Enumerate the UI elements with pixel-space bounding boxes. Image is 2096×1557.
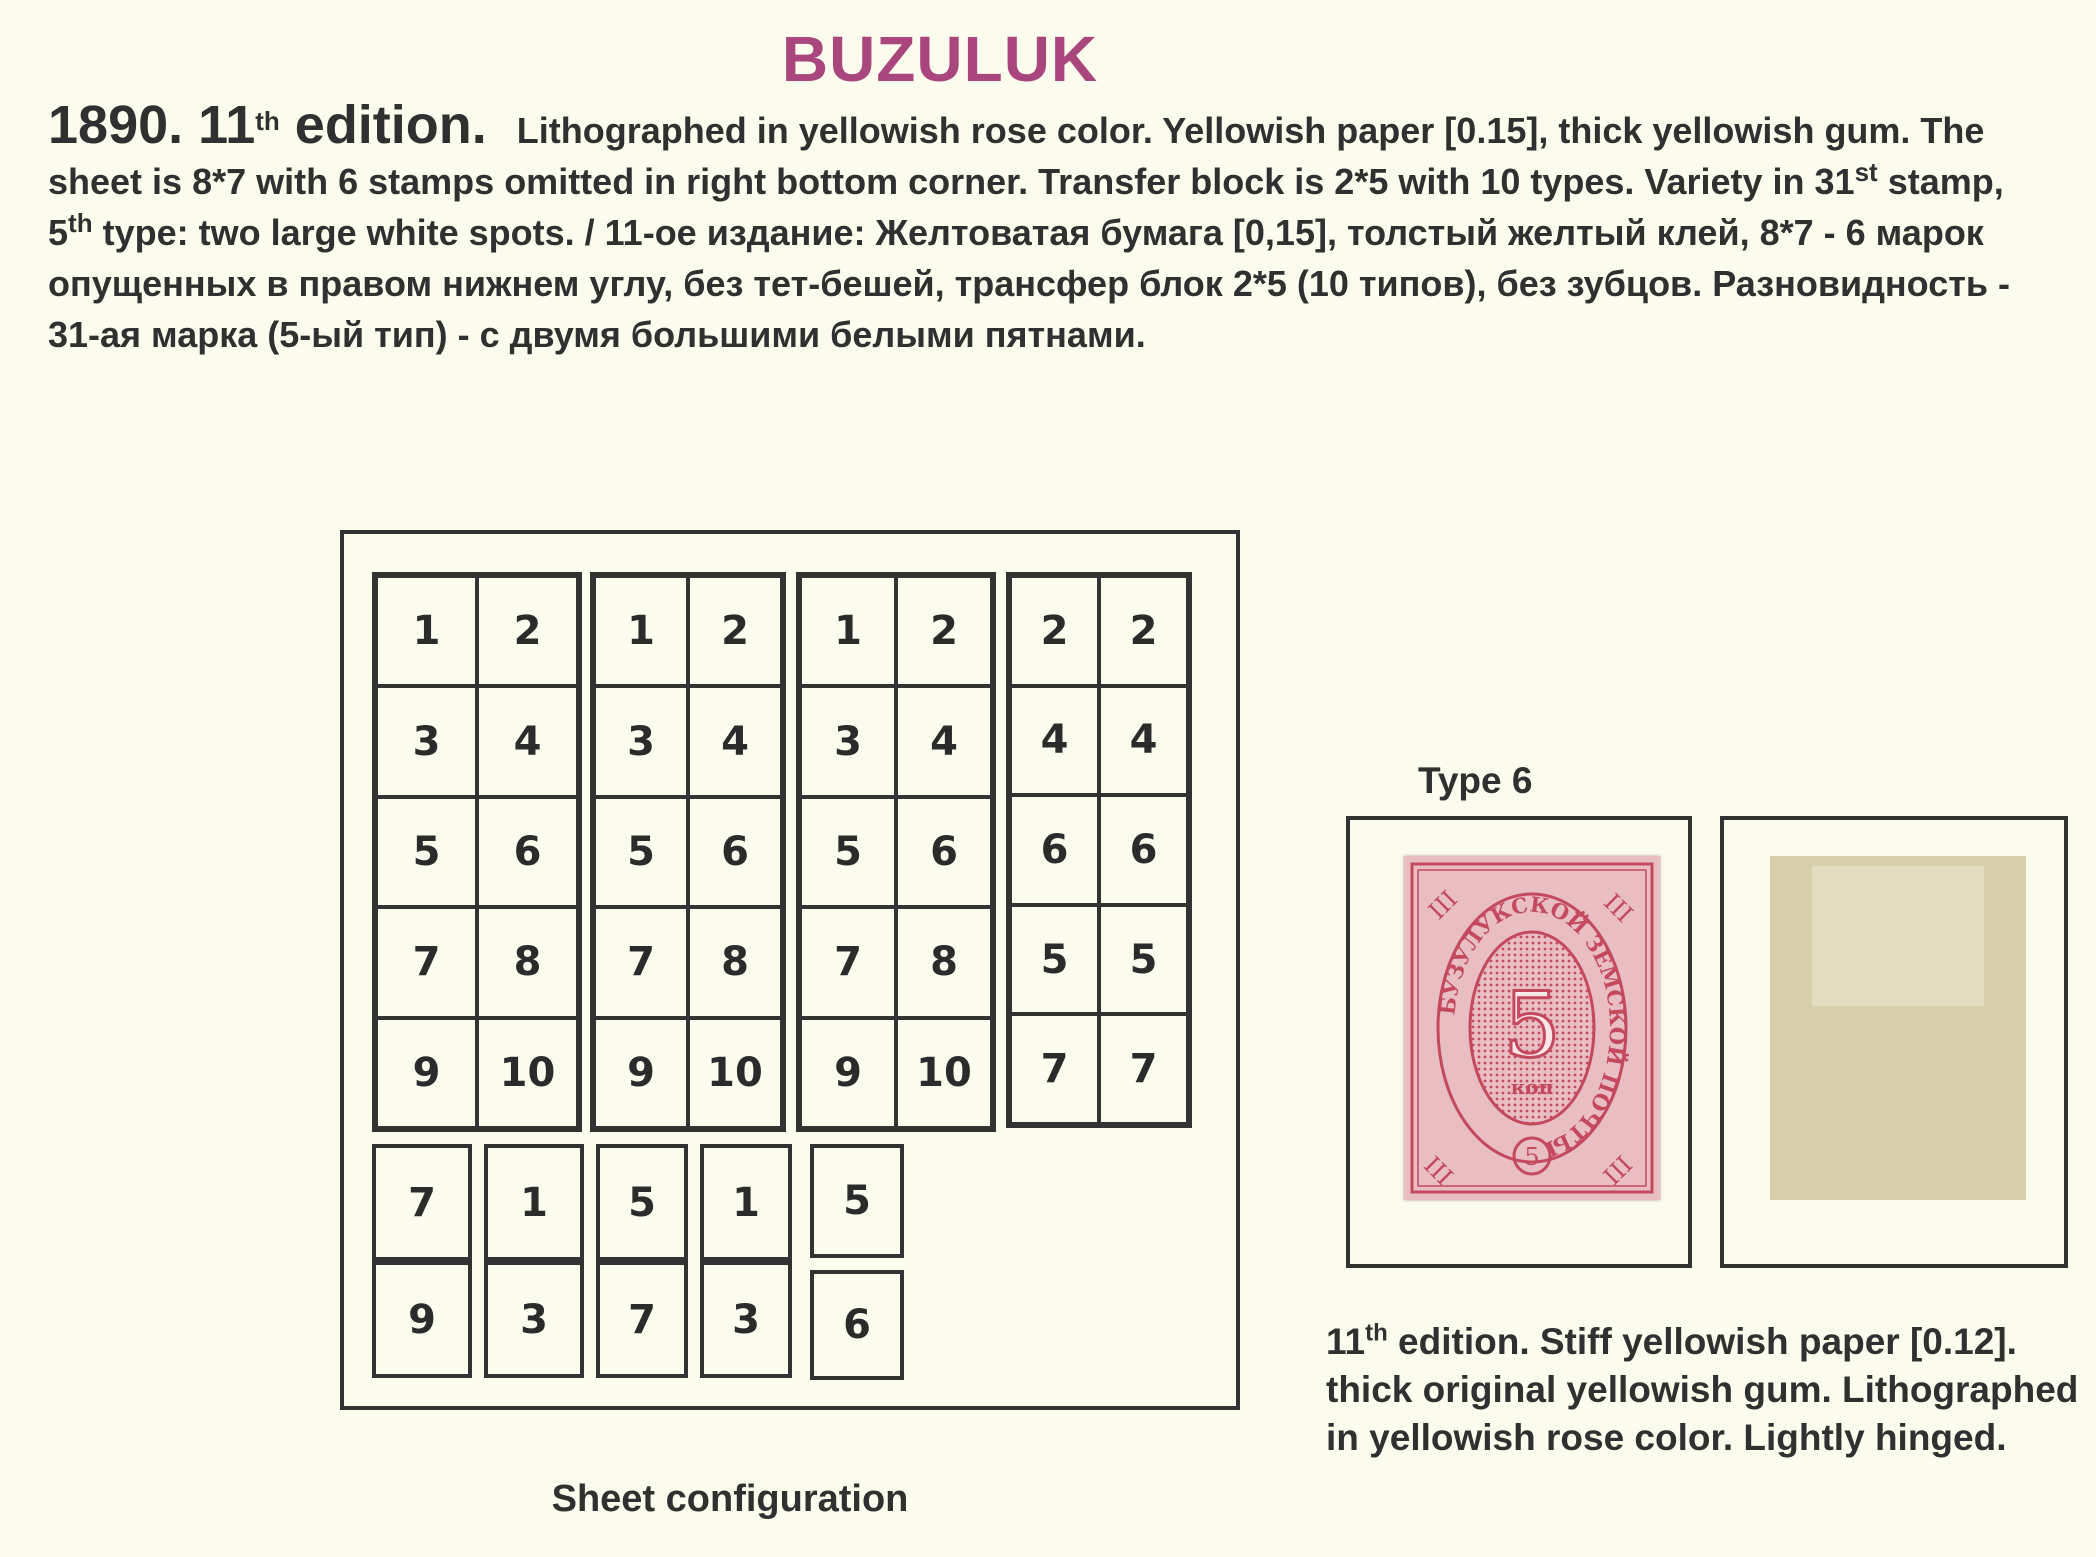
- note-sup: th: [1365, 1319, 1388, 1347]
- transfer-block-4: [1006, 572, 1192, 1128]
- sheet-cell: 4: [896, 686, 992, 796]
- sheet-cell: 6: [1010, 795, 1099, 905]
- stamp-corner: III: [1598, 1150, 1639, 1191]
- sheet-cell: 5: [1099, 905, 1188, 1015]
- intro-edition: edition.: [279, 95, 487, 155]
- sheet-cell: 7: [372, 1144, 472, 1261]
- stamp-small-value: 5: [1524, 1143, 1540, 1171]
- stamp-corner: III: [1598, 888, 1639, 929]
- intro-year-sup: th: [255, 106, 280, 136]
- sheet-cell: 10: [688, 1018, 782, 1128]
- sheet-cell: 6: [477, 797, 578, 907]
- sheet-cell: 7: [376, 907, 477, 1017]
- intro-text-2: stamp, 5: [48, 161, 2004, 253]
- sheet-cell: 3: [376, 686, 477, 796]
- intro-sup-2: th: [68, 208, 93, 238]
- sheet-cell: 6: [1099, 795, 1188, 905]
- transfer-block-1: [372, 572, 582, 1132]
- sheet-cell: 10: [896, 1018, 992, 1128]
- sheet-cell: 6: [810, 1270, 904, 1380]
- sheet-cell: 9: [372, 1261, 472, 1378]
- sheet-cell: 4: [1010, 686, 1099, 796]
- sheet-cell: 5: [594, 797, 688, 907]
- sheet-cell: 1: [376, 576, 477, 686]
- sheet-cell: 7: [800, 907, 896, 1017]
- sheet-cell: 9: [800, 1018, 896, 1128]
- note-text: edition. Stiff yellowish paper [0.12]. thick original yellowish gum. Lithographed in yellowish rose color. Lightly hinged.: [1326, 1321, 2079, 1458]
- intro-year: 1890. 11: [48, 95, 256, 155]
- bottom-block-2: [596, 1144, 792, 1378]
- intro-text-1: Lithographed in yellowish rose color. Yellowish paper [0.15], thick yellowish gum. The sheet is 8*7 with 6 stamps omitted in right bottom corner. Transfer block is 2*5 with 10 types. Variety in 31: [48, 110, 1985, 202]
- intro-sup-1: st: [1854, 157, 1878, 187]
- stamp-hinge: [1812, 866, 1984, 1006]
- sheet-cell: 3: [594, 686, 688, 796]
- sheet-cell: 9: [594, 1018, 688, 1128]
- note-edition: 11: [1326, 1321, 1366, 1362]
- sheet-cell: 2: [477, 576, 578, 686]
- stamp-front-frame: [1346, 816, 1692, 1268]
- stamp-arc-text: БУЗУЛУКСКОЙ ЗЕМСКОЙ ПОЧТЫ: [1434, 891, 1631, 1163]
- page-title: BUZULUK: [781, 23, 1099, 95]
- sheet-cell: 7: [1010, 1014, 1099, 1124]
- stamp-unit: коп: [1510, 1075, 1554, 1099]
- sheet-cell: 4: [477, 686, 578, 796]
- sheet-cell: 6: [688, 797, 782, 907]
- intro-text-3: type: two large white spots. / 11-ое издание: Желтоватая бумага [0,15], толстый желтый клей, 8*7 - 6 марок опущенных в правом нижнем углу, без тет-бешей, трансфер блок 2*5 (10 типов), без зубцов. Разновидность - 31-ая марка (5-ый тип) - с двумя большими белыми пятнами.: [48, 212, 2010, 355]
- stamp-corner: III: [1418, 1151, 1459, 1191]
- sheet-cell: 2: [688, 576, 782, 686]
- sheet-caption: Sheet configuration: [551, 1478, 909, 1520]
- sheet-cell: 5: [800, 797, 896, 907]
- sheet-cell: 7: [596, 1261, 688, 1378]
- sheet-cell: 3: [484, 1261, 584, 1378]
- sheet-cell: 5: [596, 1144, 688, 1261]
- sheet-cell: 5: [810, 1144, 904, 1258]
- sheet-cell: 1: [594, 576, 688, 686]
- transfer-block-2: [590, 572, 786, 1132]
- sheet-cell: 7: [594, 907, 688, 1017]
- sheet-cell: 9: [376, 1018, 477, 1128]
- sheet-cell: 6: [896, 797, 992, 907]
- sheet-cell: 5: [1010, 905, 1099, 1015]
- sheet-cell: 2: [896, 576, 992, 686]
- sheet-cell: 3: [800, 686, 896, 796]
- sheet-cell: 4: [1099, 686, 1188, 796]
- stamp-note: [1326, 1318, 2086, 1462]
- sheet-diagram: [340, 530, 1240, 1410]
- sheet-cell: 3: [700, 1261, 792, 1378]
- sheet-cell: 7: [1099, 1014, 1188, 1124]
- sheet-cell: 8: [477, 907, 578, 1017]
- sheet-cell: 1: [484, 1144, 584, 1261]
- sheet-cell: 10: [477, 1018, 578, 1128]
- sheet-cell: 1: [700, 1144, 792, 1261]
- stamp-back-image: [1770, 856, 2026, 1200]
- stamp-back-frame: [1720, 816, 2068, 1268]
- transfer-block-3: [796, 572, 996, 1132]
- stamp-front-image: [1404, 856, 1660, 1200]
- intro-description: [48, 95, 2038, 360]
- bottom-block-1: [372, 1144, 584, 1378]
- sheet-cell: 8: [688, 907, 782, 1017]
- stamp-design-icon: [1404, 856, 1660, 1200]
- type-label: Type 6: [1418, 760, 1533, 801]
- sheet-cell: 5: [376, 797, 477, 907]
- sheet-cell: 8: [896, 907, 992, 1017]
- sheet-cell: 4: [688, 686, 782, 796]
- sheet-cell: 1: [800, 576, 896, 686]
- sheet-cell: 2: [1099, 576, 1188, 686]
- sheet-cell: 2: [1010, 576, 1099, 686]
- stamp-corner: III: [1423, 885, 1463, 925]
- stamp-value: 5: [1503, 973, 1561, 1078]
